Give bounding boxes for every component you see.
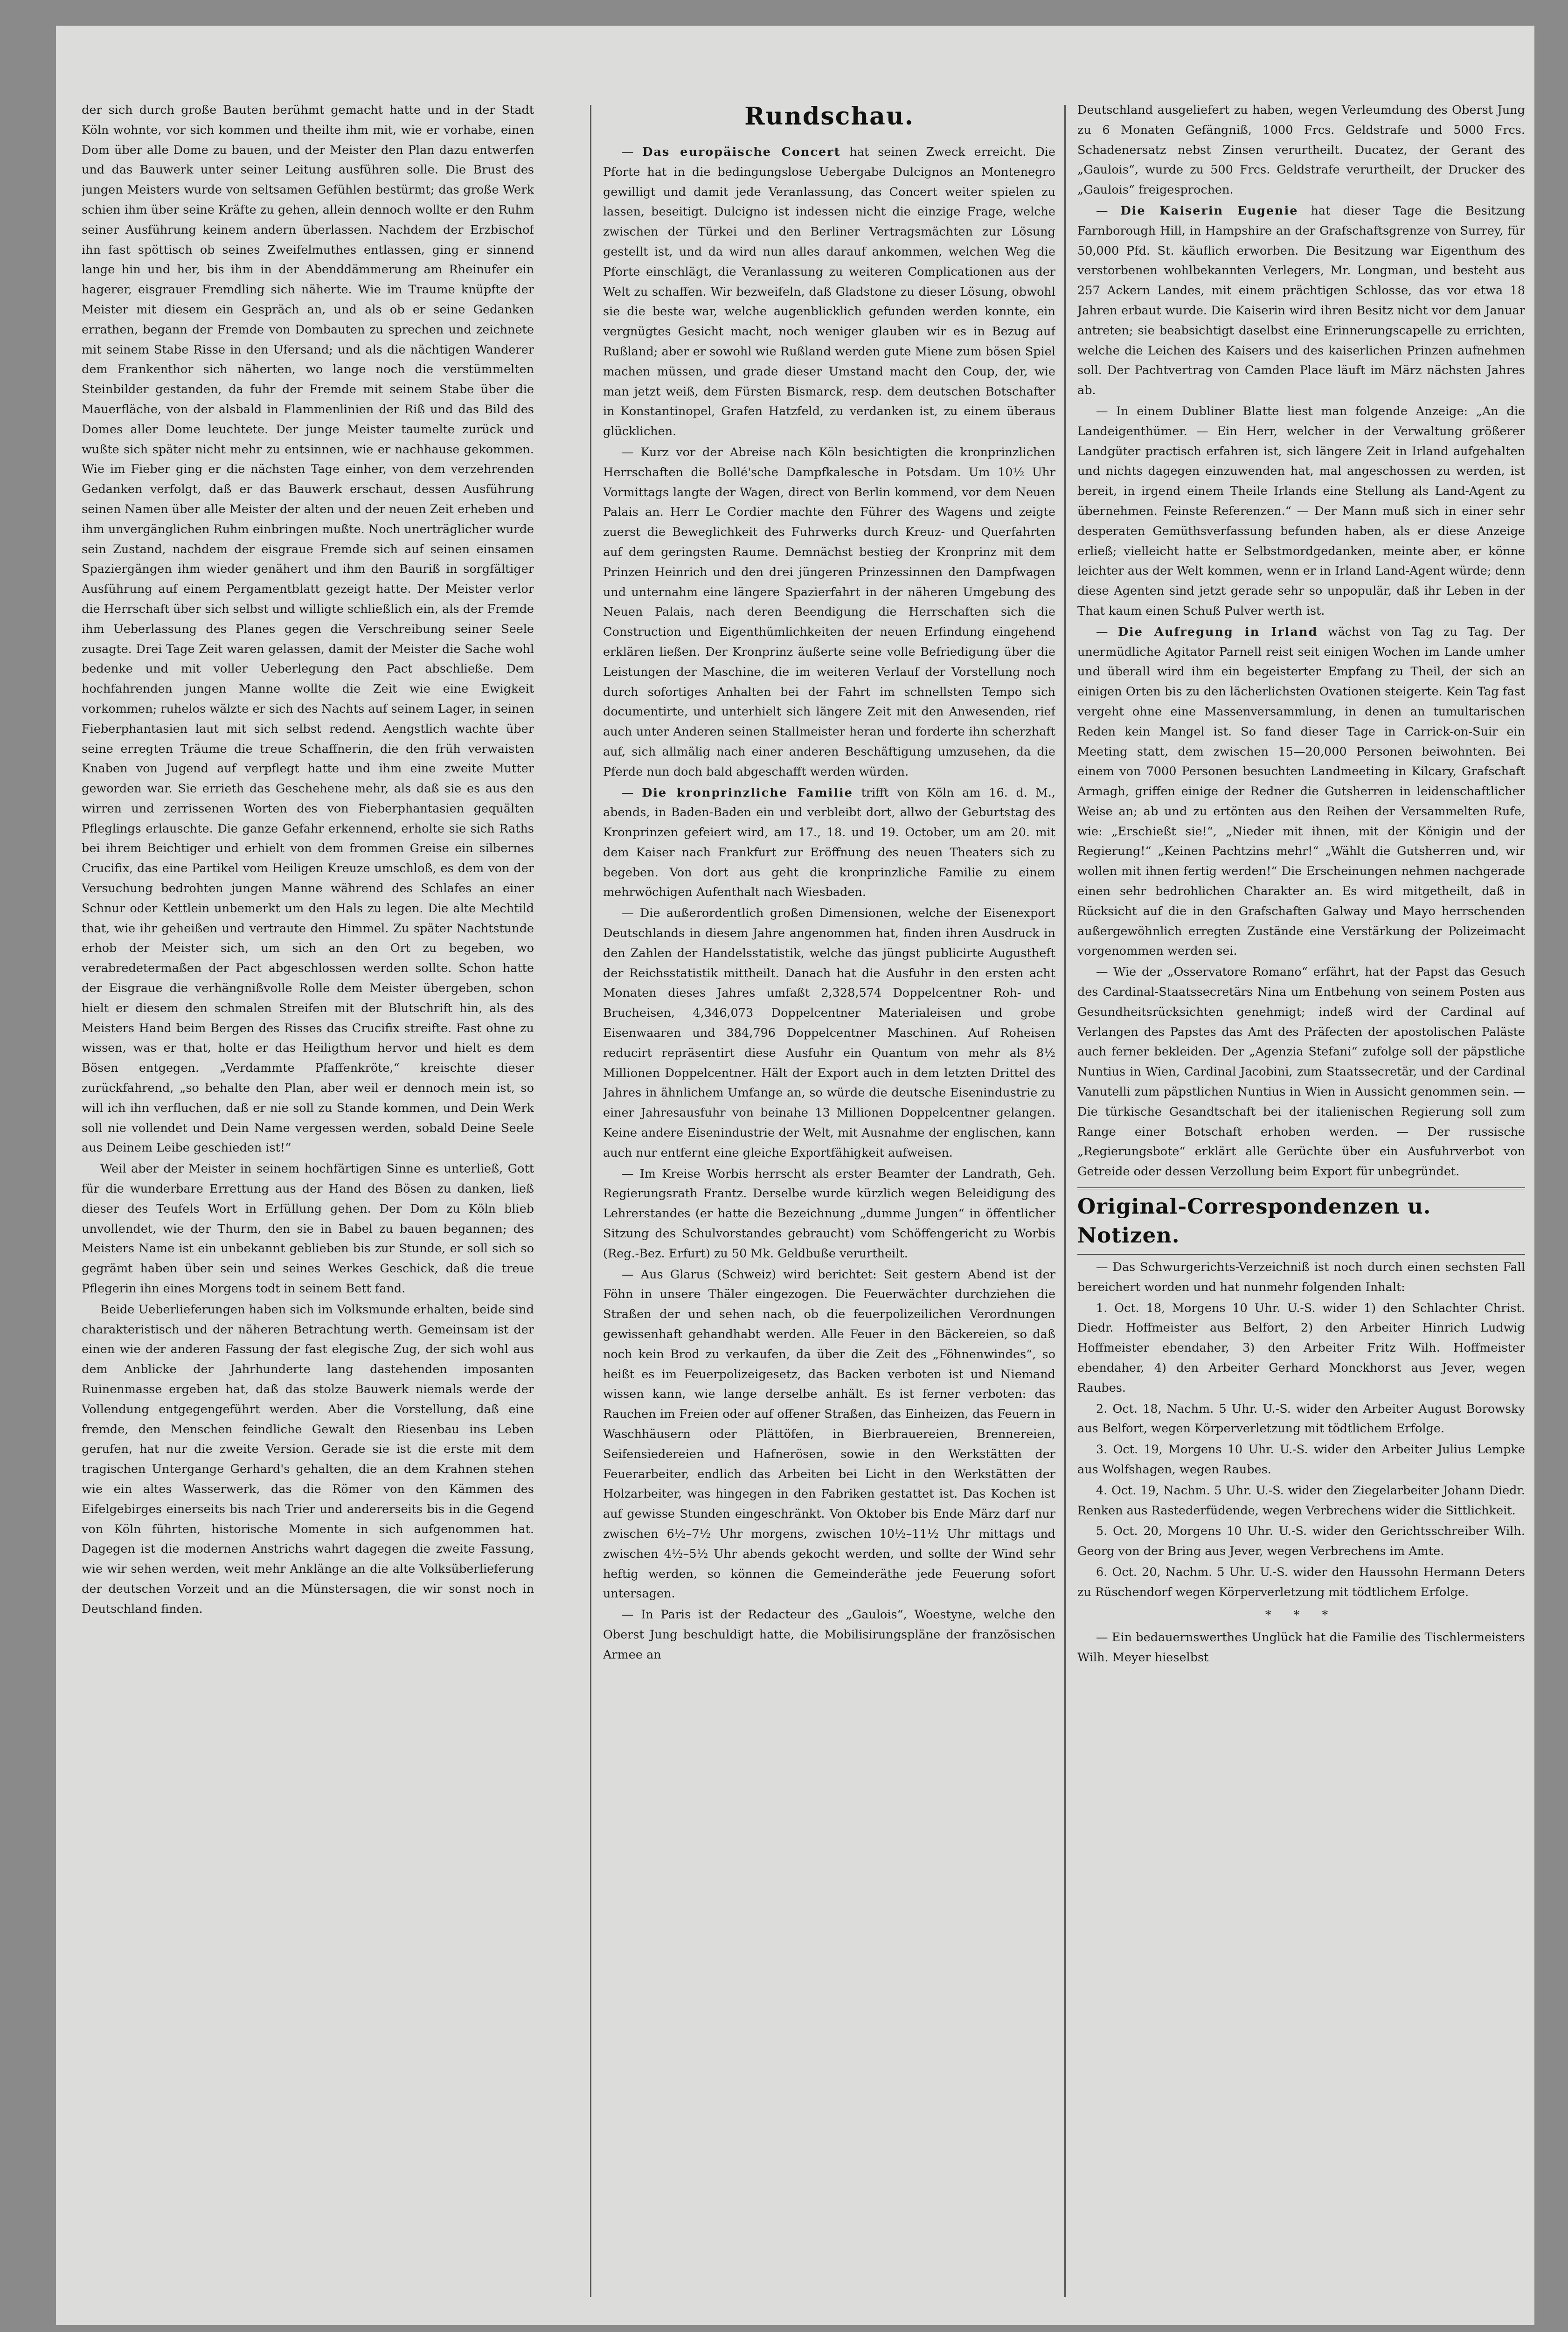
news-text: hat seinen Zweck erreicht. Die Pforte hat in die bedingungslose Uebergabe Dulcignos an Montenegro gewilligt und damit jede Veranlassung, das Concert weiter spielen zu lassen, beseitigt. Dulcigno ist indessen nicht die einzige Frage, welche zwischen der Türkei und den Berliner Vertragsmächten zur Lösung gestellt ist, und da wird nun alles darauf ankommen, welchen Weg die Pforte einschlägt, die Veranlassung zu weiteren Complicationen aus der Welt zu schaffen. Wir bezweifeln, daß Gladstone zu dieser Lösung, obwohl sie die beste war, welche augenblicklich gefunden werden konnte, ein vergnügtes Gesicht macht, noch weniger glauben wir es in Bezug auf Rußland; aber er sowohl wie Rußland werden gute Miene zum bösen Spiel machen müssen, und grade dieser Umstand macht den Coup, der, wie man jetzt weiß, dem Fürsten Bismarck, resp. dem deutschen Botschafter in Konstantinopel, Grafen Hatzfeld, zu verdanken ist, zu einem überaus glücklichen. xyxy=(603,145,1055,439)
news-headline: Die Kaiserin Eugenie xyxy=(1120,203,1298,218)
news-text: Die außerordentlich großen Dimensionen, welche der Eisenexport Deutschlands in diesem Jahre angenommen hat, finden ihren Ausdruck in den Zahlen der Handelsstatistik, welche das jüngst publicirte Augustheft der Reichsstatistik mittheilt. Danach hat die Ausfuhr in den ersten acht Monaten dieses Jahres umfaßt 2,328,574 Doppelcentner Roh- und Brucheisen, 4,346,073 Doppelcentner Materialeisen und grobe Eisenwaaren und 384,796 Doppelcentner Maschinen. Auf Roheisen reducirt repräsentirt diese Ausfuhr ein Quantum von mehr als 8½ Millionen Doppelcentner. Hält der Export auch in dem letzten Drittel des Jahres in ähnlichem Umfange an, so würde die deutsche Eisenindustrie zu einer Jahresausfuhr von beinahe 13 Millionen Doppelcentner gelangen. Keine andere Eisenindustrie der Welt, mit Ausnahme der englischen, kann auch nur entfernt eine gleiche Exportfähigkeit aufweisen. xyxy=(603,906,1055,1160)
section-title: Original-Correspondenzen u. Notizen. xyxy=(1077,1187,1525,1255)
news-item: — Wie der „Osservatore Romano“ erfährt, hat der Papst das Gesuch des Cardinal-Staatssecretärs Nina um Entbehung von seinem Posten aus Gesundheitsrücksichten genehmigt; indeß wird der Cardinal auf Verlangen des Papstes das Amt des Präfecten der apostolischen Paläste auch ferner bekleiden. Der „Agenzia Stefani“ zufolge soll der päpstliche Nuntius in Wien, Cardinal Jacobini, zum Staatssecretär, und der Cardinal Vanutelli zum päpstlichen Nuntius in Wien in Aussicht genommen sein. — Die türkische Gesandtschaft bei der italienischen Regierung soll zum Range einer Botschaft erhoben werden. — Der russische „Regierungsbote“ erklärt alle Gerüchte über ein Ausfuhrverbot von Getreide oder dessen Verzollung beim Export für unbegründet. xyxy=(1077,965,1525,1179)
jury-list-item: 5. Oct. 20, Morgens 10 Uhr. U.-S. wider den Gerichtsschreiber Wilh. Georg von der Bring aus Jever, wegen Verbrechens im Amte. xyxy=(1077,1524,1525,1559)
news-item: — Die Aufregung in Irland wächst von Tag zu Tag. Der unermüdliche Agitator Parnell reist seit einigen Wochen im Lande umher und überall wird ihm ein begeisterter Empfang zu Theil, der sich an einigen Orten bis zu den lächerlichsten Ovationen steigerte. Kein Tag fast vergeht ohne eine Massenversammlung, in denen an tumultarischen Reden kein Mangel ist. So fand dieser Tage in Carrick-on-Suir ein Meeting statt, dem zwischen 15—20,000 Personen beiwohnten. Bei einem von 7000 Personen besuchten Landmeeting in Kilcary, Grafschaft Armagh, griffen einige der Redner die Gutsherren in leidenschaftlicher Weise an; ab und zu ertönten aus den Reihen der Versammelten Rufe, wie: „Erschießt sie!“, „Nieder mit ihnen, mit der Königin und der Regierung!“ „Keinen Pachtzins mehr!“ „Wählt die Gutsherren und, wir wollen mit ihnen fertig werden!“ Die Erscheinungen nehmen nachgerade einen sehr bedrohlichen Charakter an. Es wird mitgetheilt, daß in Rücksicht auf die in den Grafschaften Galway und Mayo herrschenden außergewöhnlich erregten Zustände eine Verstärkung der Polizeimacht vorgenommen werden sei. xyxy=(1077,625,1525,958)
news-text: wächst von Tag zu Tag. Der unermüdliche Agitator Parnell reist seit einigen Wochen im Lande umher und überall wird ihm ein begeisterter Empfang zu Theil, der sich an einigen Orten bis zu den lächerlichsten Ovationen steigerte. Kein Tag fast vergeht ohne eine Massenversammlung, in denen an tumultarischen Reden kein Mangel ist. So fand dieser Tage in Carrick-on-Suir ein Meeting statt, dem zwischen 15—20,000 Personen beiwohnten. Bei einem von 7000 Personen besuchten Landmeeting in Kilcary, Grafschaft Armagh, griffen einige der Redner die Gutsherren in leidenschaftlicher Weise an; ab und zu ertönten aus den Reihen der Versammelten Rufe, wie: „Erschießt sie!“, „Nieder mit ihnen, mit der Königin und der Regierung!“ „Keinen Pachtzins mehr!“ „Wählt die Gutsherren und, wir wollen mit ihnen fertig werden!“ Die Erscheinungen nehmen nachgerade einen sehr bedrohlichen Charakter an. Es wird mitgetheilt, daß in Rücksicht auf die in den Grafschaften Galway und Mayo herrschenden außergewöhnlich erregten Zustände eine Verstärkung der Polizeimacht vorgenommen werden sei. xyxy=(1077,625,1525,958)
news-item: — In Paris ist der Redacteur des „Gaulois“, Woestyne, welche den Oberst Jung beschuldigt hatte, die Mobilisirungspläne der französischen Armee an xyxy=(603,1608,1055,1662)
news-text: Aus Glarus (Schweiz) wird berichtet: Seit gestern Abend ist der Föhn in unsere Thäler eingezogen. Die Feuerwächter durchziehen die Straßen der und sehen nach, ob die feuerpolizeilichen Verordnungen gewissenhaft gehandhabt werden. Alle Feuer in den Bäckereien, so daß noch kein Brod zu verkaufen, da über die Zeit des „Föhnenwindes“, so heißt es im Feuerpolizeigesetz, das Backen verboten ist und Niemand wissen kann, wie lange derselbe anhält. Es ist ferner verboten: das Rauchen im Freien oder auf offener Straßen, das Einheizen, das Feuern in Waschhäusern oder Plättöfen, in Bierbrauereien, Brennereien, Seifensiedereien und Hafnerösen, sowie in den Werkstätten der Feuerarbeiter, endlich das Arbeiten bei Licht in den Werkstätten der Holzarbeiter, was hingegen in den Fabriken gestattet ist. Das Kochen ist auf gewisse Stunden eingeschränkt. Von Oktober bis Ende März darf nur zwischen 6½–7½ Uhr morgens, zwischen 10½–11½ Uhr mittags und zwischen 4½–5½ Uhr abends gekocht werden, und sollte der Wind sehr heftig werden, so können die Gemeinderäthe jede Feuerung sofort untersagen. xyxy=(603,1267,1055,1601)
paragraph: Beide Ueberlieferungen haben sich im Volksmunde erhalten, beide sind charakteristisch und der näheren Betrachtung werth. Gemeinsam ist der einen wie der anderen Fassung der fast elegische Zug, der sich wohl aus dem Anblicke der Jahrhunderte lang dastehenden imposanten Ruinenmasse ergeben hat, daß das stolze Bauwerk niemals werde der Vollendung entgegengeführt werden. Aber die Vorstellung, daß eine fremde, den Menschen feindliche Gewalt den Riesenbau ins Leben gerufen, hat nur die zweite Version. Gerade sie ist die erste mit dem tragischen Untergange Gerhard's gehalten, die an dem Krahnen stehen wie ein altes Wasserwerk, das die Römer von den Kämmen des Eifelgebirges einerseits bis nach Trier und andererseits bis in die Gegend von Köln führten, historische Momente in sich aufgenommen hat. Dagegen ist die modernen Anstrichs wahrt dagegen die zweite Fassung, wie wir sehen werden, weit mehr Anklänge an die alte Volksüberlieferung der deutschen Vorzeit und an die Münstersagen, die wir sonst noch in Deutschland finden. xyxy=(82,1302,534,1616)
section-title: Rundschau. xyxy=(744,102,914,131)
column-middle xyxy=(603,100,1055,2302)
news-item: — Aus Glarus (Schweiz) wird berichtet: Seit gestern Abend ist der Föhn in unsere Thäler eingezogen. Die Feuerwächter durchziehen die Straßen der und sehen nach, ob die feuerpolizeilichen Verordnungen gewissenhaft gehandhabt werden. Alle Feuer in den Bäckereien, so daß noch kein Brod zu verkaufen, da über die Zeit des „Föhnenwindes“, so heißt es im Feuerpolizeigesetz, das Backen verboten ist und Niemand wissen kann, wie lange derselbe anhält. Es ist ferner verboten: das Rauchen im Freien oder auf offener Straßen, das Einheizen, das Feuern in Waschhäusern oder Plättöfen, in Bierbrauereien, Brennereien, Seifensiedereien und Hafnerösen, sowie in den Werkstätten der Feuerarbeiter, endlich das Arbeiten bei Licht in den Werkstätten der Holzarbeiter, was hingegen in den Fabriken gestattet ist. Das Kochen ist auf gewisse Stunden eingeschränkt. Von Oktober bis Ende März darf nur zwischen 6½–7½ Uhr morgens, zwischen 10½–11½ Uhr mittags und zwischen 4½–5½ Uhr abends gekocht werden, und sollte der Wind sehr heftig werden, so können die Gemeinderäthe jede Feuerung sofort untersagen. xyxy=(603,1267,1055,1601)
jury-list-item: 2. Oct. 18, Nachm. 5 Uhr. U.-S. wider den Arbeiter August Borowsky aus Belfort, wegen Körperverletzung mit tödtlichem Erfolge. xyxy=(1077,1402,1525,1436)
news-headline: Die Aufregung in Irland xyxy=(1117,625,1318,639)
column-right xyxy=(1077,100,1525,2302)
jury-list-item: 3. Oct. 19, Morgens 10 Uhr. U.-S. wider den Arbeiter Julius Lempke aus Wolfshagen, wegen Raubes. xyxy=(1077,1443,1525,1477)
news-headline: Das europäische Concert xyxy=(642,145,841,159)
column-rule xyxy=(590,105,591,2297)
jury-list-item: 6. Oct. 20, Nachm. 5 Uhr. U.-S. wider den Haussohn Hermann Deters zu Rüschendorf wegen Körperverletzung mit tödtlichem Erfolge. xyxy=(1077,1565,1525,1599)
news-item: — Das europäische Concert hat seinen Zweck erreicht. Die Pforte hat in die bedingungslose Uebergabe Dulcignos an Montenegro gewilligt und damit jede Veranlassung, das Concert weiter spielen zu lassen, beseitigt. Dulcigno ist indessen nicht die einzige Frage, welche zwischen der Türkei und den Berliner Vertragsmächten zur Lösung gestellt ist, und da wird nun alles darauf ankommen, welchen Weg die Pforte einschlägt, die Veranlassung zu weiteren Complicationen aus der Welt zu schaffen. Wir bezweifeln, daß Gladstone zu dieser Lösung, obwohl sie die beste war, welche augenblicklich gefunden werden konnte, ein vergnügtes Gesicht macht, noch weniger glauben wir es in Bezug auf Rußland; aber er sowohl wie Rußland werden gute Miene zum bösen Spiel machen müssen, und grade dieser Umstand macht den Coup, der, wie man jetzt weiß, dem Fürsten Bismarck, resp. dem deutschen Botschafter in Konstantinopel, Grafen Hatzfeld, zu verdanken ist, zu einem überaus glücklichen. xyxy=(603,145,1055,439)
news-headline: Die kronprinzliche Familie xyxy=(642,785,853,800)
news-item xyxy=(1077,100,1525,200)
news-item: — In einem Dubliner Blatte liest man folgende Anzeige: „An die Landeigenthümer. — Ein Herr, welcher in der Verwaltung größerer Landgüter practisch erfahren ist, sich längere Zeit in Irland aufgehalten und nichts dagegen einzuwenden hat, mal angeschossen zu werden, ist bereit, in irgend einem Theile Irlands eine Stellung als Land-Agent zu übernehmen. Feinste Referenzen.“ — Der Mann muß sich in einer sehr desperaten Gemüthsverfassung befunden haben, als er diese Anzeige erließ; vielleicht hatte er Selbstmordgedanken, meinte aber, er könne leichter aus der Welt kommen, wenn er in Irland Land-Agent würde; denn diese Agenten sind jetzt gerade sehr so unpopulär, daß ihr Leben in der That kaum einen Schuß Pulver werth ist. xyxy=(1077,404,1525,618)
news-text: In einem Dubliner Blatte liest man folgende Anzeige: „An die Landeigenthümer. — Ein Herr, welcher in der Verwaltung größerer Landgüter practisch erfahren ist, sich längere Zeit in Irland aufgehalten und nichts dagegen einzuwenden hat, mal angeschossen zu werden, ist bereit, in irgend einem Theile Irlands eine Stellung als Land-Agent zu übernehmen. Feinste Referenzen.“ — Der Mann muß sich in einer sehr desperaten Gemüthsverfassung befunden haben, als er diese Anzeige erließ; vielleicht hatte er Selbstmordgedanken, meinte aber, er könne leichter aus der Welt kommen, wenn er in Irland Land-Agent würde; denn diese Agenten sind jetzt gerade sehr so unpopulär, daß ihr Leben in der That kaum einen Schuß Pulver werth ist. xyxy=(1077,404,1525,618)
news-text: Wie der „Osservatore Romano“ erfährt, hat der Papst das Gesuch des Cardinal-Staatssecretärs Nina um Entbehung von seinem Posten aus Gesundheitsrücksichten genehmigt; indeß wird der Cardinal auf Verlangen des Papstes das Amt des Präfecten der apostolischen Paläste auch ferner bekleiden. Der „Agenzia Stefani“ zufolge soll der päpstliche Nuntius in Wien, Cardinal Jacobini, zum Staatssecretär, und der Cardinal Vanutelli zum päpstlichen Nuntius in Wien in Aussicht genommen sein. — Die türkische Gesandtschaft bei der italienischen Regierung soll zum Range einer Botschaft erhoben werden. — Der russische „Regierungsbote“ erklärt alle Gerüchte über ein Ausfuhrverbot von Getreide oder dessen Verzollung beim Export für unbegründet. xyxy=(1077,965,1525,1179)
paragraph: der sich durch große Bauten berühmt gemacht hatte und in der Stadt Köln wohnte, vor sich kommen und theilte ihm mit, wie er vorhabe, einen Dom über alle Dome zu bauen, und der Meister den Plan dazu entwerfen und das Bauwerk unter seiner Leitung ausführen solle. Die Brust des jungen Meisters wurde von seltsamen Gefühlen bestürmt; das große Werk schien ihm über seine Kräfte zu gehen, allein dennoch wollte er den Ruhm seiner Ausführung keinem andern überlassen. Nachdem der Erzbischof ihn fast spöttisch ob seines Zweifelmuthes entlassen, ging er sinnend lange hin und her, bis ihm in der Abenddämmerung am Rheinufer ein hagerer, eisgrauer Fremdling sich näherte. Wie im Traume knüpfte der Meister mit diesem ein Gespräch an, und als ob er seine Gedanken errathen, begann der Fremde von Dombauten zu sprechen und zeichnete mit seinem Stabe Risse in den Ufersand; und als die nächtigen Wanderer dem Frankenthor sich näherten, wo lange noch die verstümmelten Steinbilder gestanden, da fuhr der Fremde mit seinem Stabe über die Mauerfläche, von der alsbald in Flammenlinien der Riß und das Bild des Domes aller Dome leuchtete. Der junge Meister taumelte zurück und wußte sich später nicht mehr zu entsinnen, wie er nachhause gekommen. Wie im Fieber ging er die nächsten Tage einher, von dem verzehrenden Gedanken verfolgt, daß er das Bauwerk erschaut, dessen Ausführung seinen Namen über alle Meister der alten und der neuen Zeit erheben und ihm unvergänglichen Ruhm einbringen mußte. Noch unerträglicher wurde sein Zustand, nachdem der eisgraue Fremde sich auf seinen einsamen Spaziergängen ihm wieder genähert und ihm den Bauriß in sorgfältiger Ausführung auf einem Pergamentblatt gezeigt hatte. Der Meister verlor die Herrschaft über sich selbst und willigte schließlich ein, als der Fremde ihm Ueberlassung des Planes gegen die Verschreibung seiner Seele zusagte. Drei Tage Zeit waren gelassen, damit der Meister die Sache wohl bedenke und mit voller Ueberlegung den Pact abschließe. Dem hochfahrenden jungen Manne wollte die Zeit wie eine Ewigkeit vorkommen; ruhelos wälzte er sich des Nachts auf seinem Lager, in seinen Fieberphantasien laut mit sich selbst redend. Aengstlich wachte über seine erregten Träume die treue Schaffnerin, die den früh verwaisten Knaben von Jugend auf verpflegt hatte und ihm eine zweite Mutter geworden war. Sie errieth das Geschehene mehr, als daß sie es aus den wirren und zerrissenen Worten des von Fieberphantasien gequälten Pfleglings erlauschte. Die ganze Gefahr erkennend, erholte sie sich Raths bei ihrem Beichtiger und erhielt von dem frommen Greise ein silbernes Crucifix, das eine Partikel vom Heiligen Kreuze umschloß, es dem von der Versuchung bedrohten jungen Manne während des Schlafes an einer Schnur oder Kettlein unbemerkt um den Hals zu legen. Die alte Mechtild that, wie ihr geheißen und vertraute den Himmel. Zu später Nachtstunde erhob der Meister sich, um sich an den Ort zu begeben, wo verabredetermaßen der Pact abgeschlossen werden sollte. Schon hatte der Eisgraue die verhängnißvolle Rolle dem Meister übergeben, schon hielt er diesem den schmalen Streifen mit der Blutschrift hin, als des Meisters Hand beim Bergen des Risses das Crucifix streifte. Fast ohne zu wissen, was er that, holte er das Heiligthum hervor und hielt es dem Bösen entgegen. „Verdammte Pfaffenkröte,“ kreischte dieser zurückfahrend, „so behalte den Plan, aber weil er dennoch mein ist, so will ich ihn verfluchen, daß er nie soll zu Stande kommen, und Dein Werk soll nie vollendet und Dein Name vergessen werden, sobald Deine Seele aus Deinem Leibe geschieden ist!“ xyxy=(82,103,534,1155)
news-text: In Paris ist der Redacteur des „Gaulois“, Woestyne, welche den Oberst Jung beschuldigt hatte, die Mobilisirungspläne der französischen Armee an xyxy=(603,1608,1055,1662)
column-rule xyxy=(1064,105,1066,2297)
newspaper-page xyxy=(56,26,1534,2325)
column-left xyxy=(82,100,534,2302)
separator-stars: * * * xyxy=(1265,1608,1338,1622)
jury-list-item: 1. Oct. 18, Morgens 10 Uhr. U.-S. wider 1) den Schlachter Christ. Diedr. Hoffmeister aus Belfort, 2) den Arbeiter Hinrich Ludwig Hoffmeister ebendaher, 3) den Arbeiter Fritz Wilh. Hoffmeister ebendaher, 4) den Arbeiter Gerhard Monckhorst aus Jever, wegen Raubes. xyxy=(1077,1301,1525,1395)
news-text: Kurz vor der Abreise nach Köln besichtigten die kronprinzlichen Herrschaften die Bollé'sche Dampfkalesche in Potsdam. Um 10½ Uhr Vormittags langte der Wagen, direct von Berlin kommend, vor dem Neuen Palais an. Herr Le Cordier machte den Führer des Wagens und zeigte zuerst die Beweglichkeit des Fuhrwerks durch Kreuz- und Querfahrten auf dem geringsten Raume. Demnächst bestieg der Kronprinz mit dem Prinzen Heinrich und den drei jüngeren Prinzessinnen den Dampfwagen und unternahm eine längere Spazierfahrt in der näheren Umgebung des Neuen Palais, nach deren Beendigung die Herrschaften sich die Construction und Eigenthümlichkeiten der neuen Erfindung eingehend erklären ließen. Der Kronprinz äußerte seine volle Befriedigung über die Leistungen der Maschine, die im weiteren Verlauf der Vorstellung noch durch sofortiges Anhalten bei der Fahrt im schnellsten Tempo sich documentirte, und unterhielt sich längere Zeit mit den Anwesenden, rief auch unter Anderen seinen Stallmeister heran und forderte ihn scherzhaft auf, sich allmälig nach einer anderen Beschäftigung umzusehen, da die Pferde nun doch bald abgeschafft werden würden. xyxy=(603,445,1055,779)
news-item: — Im Kreise Worbis herrscht als erster Beamter der Landrath, Geh. Regierungsrath Frantz. Derselbe wurde kürzlich wegen Beleidigung des Lehrerstandes (er hatte die Bezeichnung „dumme Jungen“ in öffentlicher Sitzung des Schulvorstandes gebraucht) vom Schöffengericht zu Worbis (Reg.-Bez. Erfurt) zu 50 Mk. Geldbuße verurtheilt. xyxy=(603,1166,1055,1261)
news-text: Deutschland ausgeliefert zu haben, wegen Verleumdung des Oberst Jung zu 6 Monaten Gefängniß, 1000 Frcs. Geldstrafe und 5000 Frcs. Schadenersatz nebst Zinsen verurtheilt. Ducatez, der Gerant des „Gaulois“, wurde zu 500 Frcs. Geldstrafe verurtheilt, der Drucker des „Gaulois“ freigesprochen. xyxy=(1077,103,1525,197)
paragraph: Weil aber der Meister in seinem hochfärtigen Sinne es unterließ, Gott für die wunderbare Errettung aus der Hand des Bösen zu danken, ließ dieser des Teufels Wort in Erfüllung gehen. Der Dom zu Köln blieb unvollendet, wie der Thurm, den sie in Babel zu bauen begannen; des Meisters Name ist ein unbekannt geblieben bis zur Stunde, er soll sich so gegrämt haben über sein und seines Werkes Geschick, daß die treue Pflegerin ihn eines Morgens todt in seinem Bett fand. xyxy=(82,1162,534,1296)
news-text: trifft von Köln am 16. d. M., abends, in Baden-Baden ein und verbleibt dort, allwo der Geburtstag des Kronprinzen gefeiert wird, am 17., 18. und 19. October, um am 20. mit dem Kaiser nach Frankfurt zur Eröffnung des neuen Theaters sich zu begeben. Von dort aus geht die kronprinzliche Familie zu einem mehrwöchigen Aufenthalt nach Wiesbaden. xyxy=(603,785,1055,900)
news-text: hat dieser Tage die Besitzung Farnborough Hill, in Hampshire an der Grafschaftsgrenze von Surrey, für 50,000 Pfd. St. käuflich erworben. Die Besitzung war Eigenthum des verstorbenen wohlbekannten Verlegers, Mr. Longman, und besteht aus 257 Ackern Landes, mit einem prächtigen Schlosse, das vor etwa 18 Jahren erbaut wurde. Die Kaiserin wird ihren Besitz nicht vor dem Januar antreten; sie beabsichtigt daselbst eine Erinnerungscapelle zu errichten, welche die Leichen des Kaisers und des kaiserlichen Prinzen aufnehmen soll. Der Pachtvertrag von Camden Place läuft im März nächsten Jahres ab. xyxy=(1077,203,1525,398)
jury-list-item: 4. Oct. 19, Nachm. 5 Uhr. U.-S. wider den Ziegelarbeiter Johann Diedr. Renken aus Rastederfüdende, wegen Verbrechens wider die Sittlichkeit. xyxy=(1077,1483,1525,1518)
news-item: — Ein bedauernswerthes Unglück hat die Familie des Tischlermeisters Wilh. Meyer hieselbst xyxy=(1077,1631,1525,1665)
jury-intro: — Das Schwurgerichts-Verzeichniß ist noch durch einen sechsten Fall bereichert worden und hat nunmehr folgenden Inhalt: xyxy=(1077,1260,1525,1294)
news-text: Im Kreise Worbis herrscht als erster Beamter der Landrath, Geh. Regierungsrath Frantz. Derselbe wurde kürzlich wegen Beleidigung des Lehrerstandes (er hatte die Bezeichnung „dumme Jungen“ in öffentlicher Sitzung des Schulvorstandes gebraucht) vom Schöffengericht zu Worbis (Reg.-Bez. Erfurt) zu 50 Mk. Geldbuße verurtheilt. xyxy=(603,1166,1055,1261)
news-item: — Kurz vor der Abreise nach Köln besichtigten die kronprinzlichen Herrschaften die Bollé'sche Dampfkalesche in Potsdam. Um 10½ Uhr Vormittags langte der Wagen, direct von Berlin kommend, vor dem Neuen Palais an. Herr Le Cordier machte den Führer des Wagens und zeigte zuerst die Beweglichkeit des Fuhrwerks durch Kreuz- und Querfahrten auf dem geringsten Raume. Demnächst bestieg der Kronprinz mit dem Prinzen Heinrich und den drei jüngeren Prinzessinnen den Dampfwagen und unternahm eine längere Spazierfahrt in der näheren Umgebung des Neuen Palais, nach deren Beendigung die Herrschaften sich die Construction und Eigenthümlichkeiten der neuen Erfindung eingehend erklären ließen. Der Kronprinz äußerte seine volle Befriedigung über die Leistungen der Maschine, die im weiteren Verlauf der Vorstellung noch durch sofortiges Anhalten bei der Fahrt im schnellsten Tempo sich documentirte, und unterhielt sich längere Zeit mit den Anwesenden, rief auch unter Anderen seinen Stallmeister heran und forderte ihn scherzhaft auf, sich allmälig nach einer anderen Beschäftigung umzusehen, da die Pferde nun doch bald abgeschafft werden würden. xyxy=(603,445,1055,779)
news-item: — Die Kaiserin Eugenie hat dieser Tage die Besitzung Farnborough Hill, in Hampshire an der Grafschaftsgrenze von Surrey, für 50,000 Pfd. St. käuflich erworben. Die Besitzung war Eigenthum des verstorbenen wohlbekannten Verlegers, Mr. Longman, und besteht aus 257 Ackern Landes, mit einem prächtigen Schlosse, das vor etwa 18 Jahren erbaut wurde. Die Kaiserin wird ihren Besitz nicht vor dem Januar antreten; sie beabsichtigt daselbst eine Erinnerungscapelle zu errichten, welche die Leichen des Kaisers und des kaiserlichen Prinzen aufnehmen soll. Der Pachtvertrag von Camden Place läuft im März nächsten Jahres ab. xyxy=(1077,203,1525,398)
news-item: — Die kronprinzliche Familie trifft von Köln am 16. d. M., abends, in Baden-Baden ein und verbleibt dort, allwo der Geburtstag des Kronprinzen gefeiert wird, am 17., 18. und 19. October, um am 20. mit dem Kaiser nach Frankfurt zur Eröffnung des neuen Theaters sich zu begeben. Von dort aus geht die kronprinzliche Familie zu einem mehrwöchigen Aufenthalt nach Wiesbaden. xyxy=(603,785,1055,900)
news-item: — Die außerordentlich großen Dimensionen, welche der Eisenexport Deutschlands in diesem Jahre angenommen hat, finden ihren Ausdruck in den Zahlen der Handelsstatistik, welche das jüngst publicirte Augustheft der Reichsstatistik mittheilt. Danach hat die Ausfuhr in den ersten acht Monaten dieses Jahres umfaßt 2,328,574 Doppelcentner Roh- und Brucheisen, 4,346,073 Doppelcentner Materialeisen und grobe Eisenwaaren und 384,796 Doppelcentner Maschinen. Auf Roheisen reducirt repräsentirt diese Ausfuhr ein Quantum von mehr als 8½ Millionen Doppelcentner. Hält der Export auch in dem letzten Drittel des Jahres in ähnlichem Umfange an, so würde die deutsche Eisenindustrie zu einer Jahresausfuhr von beinahe 13 Millionen Doppelcentner gelangen. Keine andere Eisenindustrie der Welt, mit Ausnahme der englischen, kann auch nur entfernt eine gleiche Exportfähigkeit aufweisen. xyxy=(603,906,1055,1160)
